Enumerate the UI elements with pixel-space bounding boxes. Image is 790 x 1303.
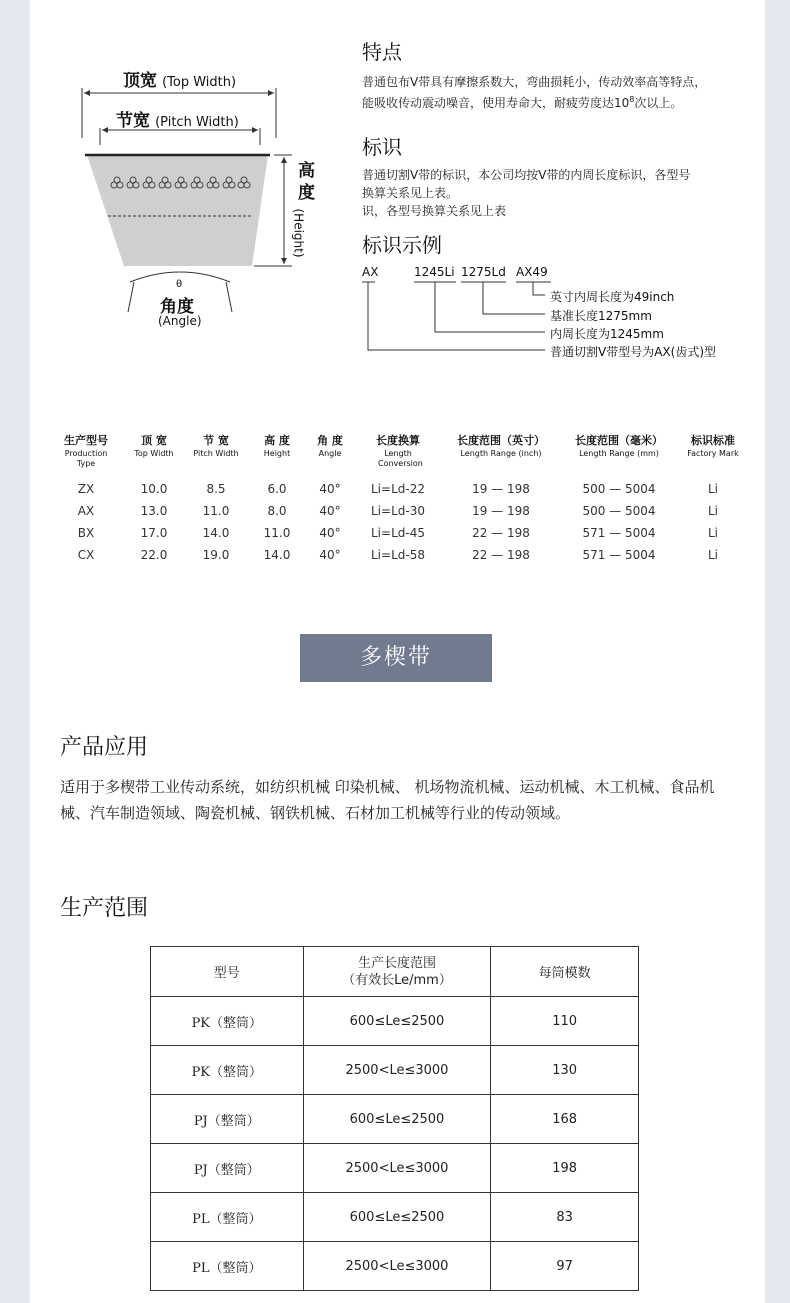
marking-section [362,131,757,220]
count-cell: 110 [491,997,639,1046]
example-code-li: 1245Li [414,265,455,279]
example-desc-ld: 基准长度1275mm [550,309,652,323]
spec-header-cell: 生产型号 Production Type [64,434,108,468]
spec-cell: 6.0 [267,482,287,496]
spec-cell: 19 — 198 [472,482,530,496]
features-text: 普通包布V带具有摩擦系数大，弯曲损耗小，传动效率高等特点， 能吸收传动震动噪音，使用寿命大，耐疲劳度达$10^8$次以上。 [362,75,707,110]
spec-table-header [30,432,765,474]
section-banner: 多楔带 [300,634,492,682]
table-row [151,997,639,1046]
spec-cell: 22.0 [140,548,168,562]
count-cell: 168 [491,1095,639,1144]
length-cell: 600≤Le≤2500 [303,1193,491,1242]
spec-cell: 22 — 198 [472,548,530,562]
spec-cell: 11.0 [202,504,230,518]
example-code-type: AX [362,265,379,279]
spec-cell: 500 — 5004 [582,482,656,496]
example-desc-li: 内周长度为1245mm [550,327,664,341]
spec-cell: CX [77,548,95,562]
spec-cell: Li=Ld-45 [371,526,425,540]
table-row [151,1193,639,1242]
model-cell: PK（整筒） [151,997,304,1046]
spec-header-cell: 角 度 Angle [317,434,343,458]
angle-symbol: θ [176,279,183,290]
spec-cell: 500 — 5004 [582,504,656,518]
length-cell: 2500<Le≤3000 [303,1046,491,1095]
spec-cell: 19.0 [202,548,230,562]
spec-header-cell: 节 宽 Pitch Width [193,434,239,458]
model-cell: PJ（整筒） [151,1144,304,1193]
spec-header-cell: 顶 宽 Top Width [134,434,174,458]
spec-table-row [30,482,765,504]
marking-title: 标识 [362,135,402,159]
example-desc-type: 普通切割V带型号为AX(齿式)型 [550,345,717,359]
example-title: 标识示例 [362,233,442,257]
spec-cell: Li [707,526,719,540]
angle-label-zh: 角度 [160,297,194,317]
spec-cell: ZX [77,482,95,496]
model-cell: PL（整筒） [151,1242,304,1291]
v-belt-diagram [30,0,330,340]
table-row [151,1095,639,1144]
table-row [151,1144,639,1193]
count-cell: 198 [491,1144,639,1193]
table-row [151,1242,639,1291]
spec-cell: 17.0 [140,526,168,540]
pitch-width-label: 节宽 (Pitch Width) [116,111,239,131]
product-page [30,0,765,1303]
production-range-table [150,946,639,1291]
spec-cell: 40° [319,504,341,518]
length-cell: 600≤Le≤2500 [303,1095,491,1144]
length-cell: 2500<Le≤3000 [303,1144,491,1193]
example-desc-inch: 英寸内周长度为49inch [550,290,675,304]
spec-cell: Li [707,504,719,518]
production-range-header [151,947,639,997]
spec-header-cell: 长度范围（毫米） Length Range (mm) [575,434,663,458]
spec-cell: 8.0 [267,504,287,518]
production-range-title: 生产范围 [60,896,149,921]
spec-cell: 8.5 [206,482,226,496]
spec-cell: 571 — 5004 [582,548,656,562]
spec-cell: Li=Ld-30 [371,504,425,518]
spec-header-cell: 长度范围（英寸） Length Range (inch) [457,434,545,458]
spec-cell: Li=Ld-58 [371,548,425,562]
spec-cell: AX [77,504,95,518]
length-cell: 600≤Le≤2500 [303,997,491,1046]
count-cell: 83 [491,1193,639,1242]
model-cell: PK（整筒） [151,1046,304,1095]
height-label-en: (Height) [291,208,306,258]
spec-cell: 40° [319,548,341,562]
spec-cell: Li=Ld-22 [371,482,425,496]
application-title: 产品应用 [60,735,149,760]
spec-header-cell: 长度换算 Length Conversion [376,434,423,468]
spec-cell: 40° [319,526,341,540]
example-title-block [362,229,757,258]
header-model: 型号 [151,947,304,997]
marking-text: 普通切割V带的标识，本公司均按V带的内周长度标识，各型号 换算关系见上表。 识，各型号换算关系见上表 [362,168,691,218]
count-cell: 130 [491,1046,639,1095]
example-code-ld: 1275Ld [461,265,506,279]
marking-example [355,258,755,368]
spec-table-row [30,504,765,526]
model-cell: PJ（整筒） [151,1095,304,1144]
spec-cell: 40° [319,482,341,496]
angle-label-en: (Angle) [158,314,202,328]
spec-cell: 571 — 5004 [582,526,656,540]
header-per-barrel: 每筒模数 [491,947,639,997]
spec-header-cell: 标识标准 Factory Mark [687,434,739,458]
spec-header-cell: 高 度 Height [263,434,291,458]
header-length-range: 生产长度范围 （有效长Le/mm） [303,947,491,997]
application-text: 适用于多楔带工业传动系统，如纺织机械 印染机械、 机场物流机械、运动机械、木工机械、食品机械、汽车制造领域、陶瓷机械、钢铁机械、石材加工机械等行业的传动领域。 [60,778,715,822]
spec-cell: Li [707,482,719,496]
spec-cell: 10.0 [140,482,168,496]
spec-cell: 13.0 [140,504,168,518]
example-code-inch: AX49 [516,265,548,279]
spec-table-row [30,526,765,548]
spec-cell: 14.0 [202,526,230,540]
spec-cell: 22 — 198 [472,526,530,540]
spec-cell: 19 — 198 [472,504,530,518]
spec-cell: BX [77,526,95,540]
length-cell: 2500<Le≤3000 [303,1242,491,1291]
features-title: 特点 [362,40,402,64]
top-width-label: 顶宽 (Top Width) [123,71,237,91]
spec-table-row [30,548,765,570]
spec-table [30,432,765,570]
spec-cell: 14.0 [263,548,291,562]
model-cell: PL（整筒） [151,1193,304,1242]
count-cell: 97 [491,1242,639,1291]
height-label-zh: 高 度 [298,161,315,203]
spec-cell: Li [707,548,719,562]
features-section [362,36,757,112]
spec-cell: 11.0 [263,526,291,540]
table-row [151,1046,639,1095]
